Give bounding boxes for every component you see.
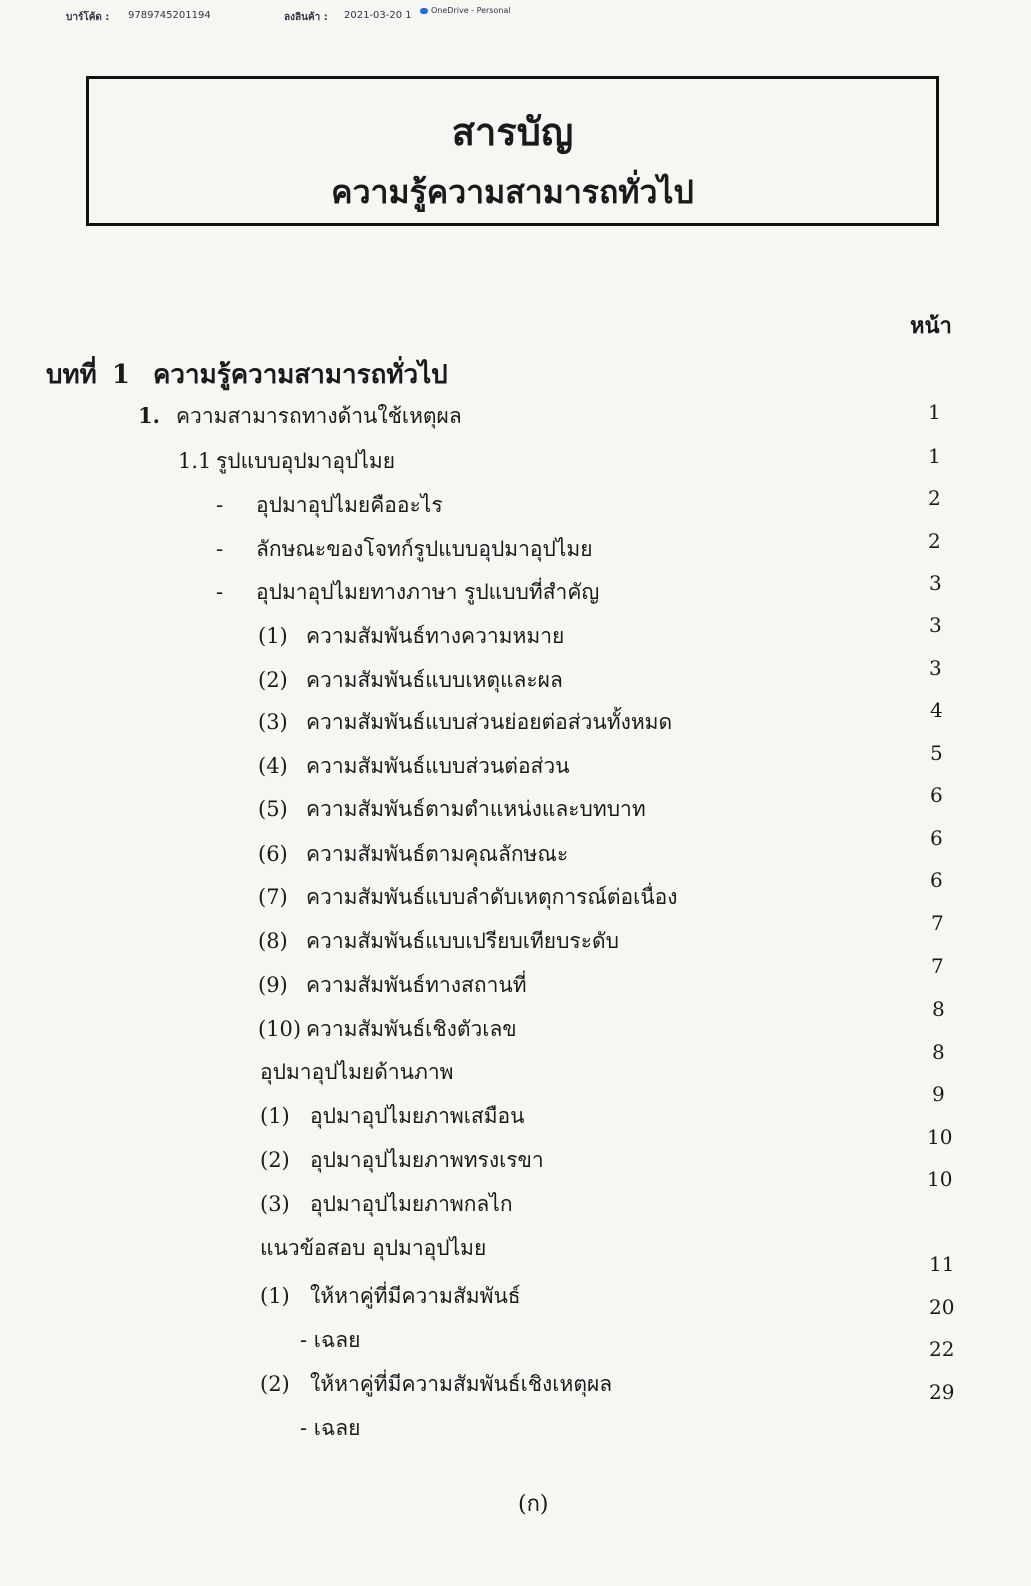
toc-entry (258, 925, 619, 958)
onedrive-tag (420, 6, 511, 15)
toc-page: 6 (930, 868, 943, 892)
toc-page: 22 (929, 1337, 955, 1361)
toc-page: 20 (929, 1295, 955, 1319)
toc-marker: (8) (258, 929, 288, 953)
toc-marker: - (216, 580, 224, 604)
date-value: 2021-03-20 1 (344, 10, 412, 21)
toc-page: 3 (929, 656, 942, 680)
toc-page: 6 (930, 783, 943, 807)
toc-page: 3 (929, 613, 942, 637)
toc-text: ความสัมพันธ์ตามตำแหน่งและบทบาท (306, 797, 646, 821)
page-column-header: หน้า (910, 313, 952, 339)
chapter-label: บทที่ (46, 360, 97, 390)
toc-entry (260, 1188, 513, 1221)
toc-marker: 1.1 (178, 449, 212, 473)
toc-text: ให้หาคู่ที่มีความสัมพันธ์ (310, 1284, 521, 1308)
toc-entry (258, 881, 678, 914)
toc-page: 4 (930, 698, 943, 722)
toc-entry (216, 576, 599, 609)
date-label: ลงลินค้า : (284, 12, 328, 23)
toc-entry (260, 1232, 486, 1265)
toc-page: 6 (930, 826, 943, 850)
toc-entry (300, 1412, 360, 1445)
toc-entry (260, 1100, 525, 1133)
toc-text: อุปมาอุปไมยคืออะไร (256, 493, 443, 517)
toc-text: อุปมาอุปไมยภาพทรงเรขา (310, 1148, 544, 1172)
toc-entry (258, 1013, 517, 1046)
toc-text: อุปมาอุปไมยด้านภาพ (260, 1060, 454, 1084)
toc-page: 29 (929, 1380, 955, 1404)
toc-text: ความสัมพันธ์แบบส่วนย่อยต่อส่วนทั้งหมด (306, 710, 673, 734)
toc-page: 8 (932, 997, 945, 1021)
toc-entry (258, 750, 570, 783)
toc-text: - เฉลย (300, 1328, 361, 1352)
toc-marker: (9) (258, 973, 288, 997)
toc-page: 5 (930, 741, 943, 765)
toc-marker: - (216, 493, 224, 517)
toc-page: 10 (927, 1125, 953, 1149)
toc-page: 1 (928, 444, 941, 468)
toc-marker: (1) (260, 1104, 290, 1128)
toc-page: 2 (928, 486, 941, 510)
toc-page: 9 (932, 1082, 945, 1106)
scan-header (0, 0, 1031, 40)
toc-entry (258, 838, 568, 871)
toc-text: ความสัมพันธ์ทางสถานที่ (306, 973, 527, 997)
chapter-title: ความรู้ความสามารถทั่วไป (153, 360, 448, 390)
toc-page: 11 (929, 1252, 955, 1276)
toc-marker: 1. (138, 403, 160, 428)
toc-entry (258, 664, 563, 697)
toc-text: อุปมาอุปไมยทางภาษา รูปแบบที่สำคัญ (256, 580, 600, 604)
toc-entry (178, 445, 395, 478)
toc-marker: - (216, 537, 224, 561)
toc-entry (260, 1368, 612, 1401)
toc-text: ให้หาคู่ที่มีความสัมพันธ์เชิงเหตุผล (310, 1372, 613, 1396)
page-subtitle: ความรู้ความสามารถทั่วไป (331, 173, 694, 211)
chapter-heading (46, 354, 448, 395)
toc-text: อุปมาอุปไมยภาพเสมือน (310, 1104, 525, 1128)
toc-text: ความสามารถทางด้านใช้เหตุผล (176, 404, 462, 428)
toc-marker: (6) (258, 842, 288, 866)
toc-entry (216, 489, 443, 522)
toc-entry (216, 533, 593, 566)
toc-marker: (10) (258, 1017, 302, 1041)
toc-entry (260, 1144, 544, 1177)
onedrive-label: OneDrive - Personal (431, 6, 511, 15)
toc-marker: (7) (258, 885, 288, 909)
toc-text: - เฉลย (300, 1416, 361, 1440)
toc-page: 1 (928, 400, 941, 424)
toc-text: ความสัมพันธ์แบบส่วนต่อส่วน (306, 754, 570, 778)
toc-entry (260, 1056, 454, 1089)
toc-marker: (5) (258, 797, 288, 821)
toc-page: 10 (927, 1167, 953, 1191)
toc-entry (138, 400, 462, 433)
toc-marker: (2) (260, 1372, 290, 1396)
isbn-label: บาร์โค้ด : (66, 12, 110, 23)
toc-text: ความสัมพันธ์แบบลำดับเหตุการณ์ต่อเนื่อง (306, 885, 678, 909)
toc-marker: (3) (260, 1192, 290, 1216)
toc-marker: (4) (258, 754, 288, 778)
footer-page-marker: (ก) (518, 1492, 549, 1517)
toc-page: 2 (928, 529, 941, 553)
toc-text: อุปมาอุปไมยภาพกลไก (310, 1192, 513, 1216)
toc-page: 7 (931, 911, 944, 935)
toc-marker: (2) (260, 1148, 290, 1172)
toc-page: 7 (931, 954, 944, 978)
toc-marker: (2) (258, 668, 288, 692)
toc-entry (258, 969, 527, 1002)
isbn-value: 9789745201194 (128, 10, 211, 21)
toc-text: ความสัมพันธ์ตามคุณลักษณะ (306, 842, 569, 866)
toc-page: 3 (929, 571, 942, 595)
toc-entry (258, 706, 672, 739)
chapter-number: 1 (111, 360, 130, 390)
toc-text: ความสัมพันธ์ทางความหมาย (306, 624, 565, 648)
toc-entry (260, 1280, 521, 1313)
toc-text: รูปแบบอุปมาอุปไมย (216, 449, 396, 473)
cloud-icon (420, 8, 428, 14)
page-title: สารบัญ (451, 109, 574, 154)
toc-text: ความสัมพันธ์เชิงตัวเลข (306, 1017, 517, 1041)
title-box (86, 76, 939, 226)
toc-page: 8 (932, 1040, 945, 1064)
toc-text: ความสัมพันธ์แบบเหตุและผล (306, 668, 563, 692)
toc-text: แนวข้อสอบ อุปมาอุปไมย (260, 1236, 487, 1260)
toc-text: ลักษณะของโจทก์รูปแบบอุปมาอุปไมย (256, 537, 593, 561)
toc-marker: (3) (258, 710, 288, 734)
toc-marker: (1) (258, 624, 288, 648)
toc-entry (258, 793, 646, 826)
toc-text: ความสัมพันธ์แบบเปรียบเทียบระดับ (306, 929, 619, 953)
toc-marker: (1) (260, 1284, 290, 1308)
toc-entry (300, 1324, 360, 1357)
toc-entry (258, 620, 564, 653)
